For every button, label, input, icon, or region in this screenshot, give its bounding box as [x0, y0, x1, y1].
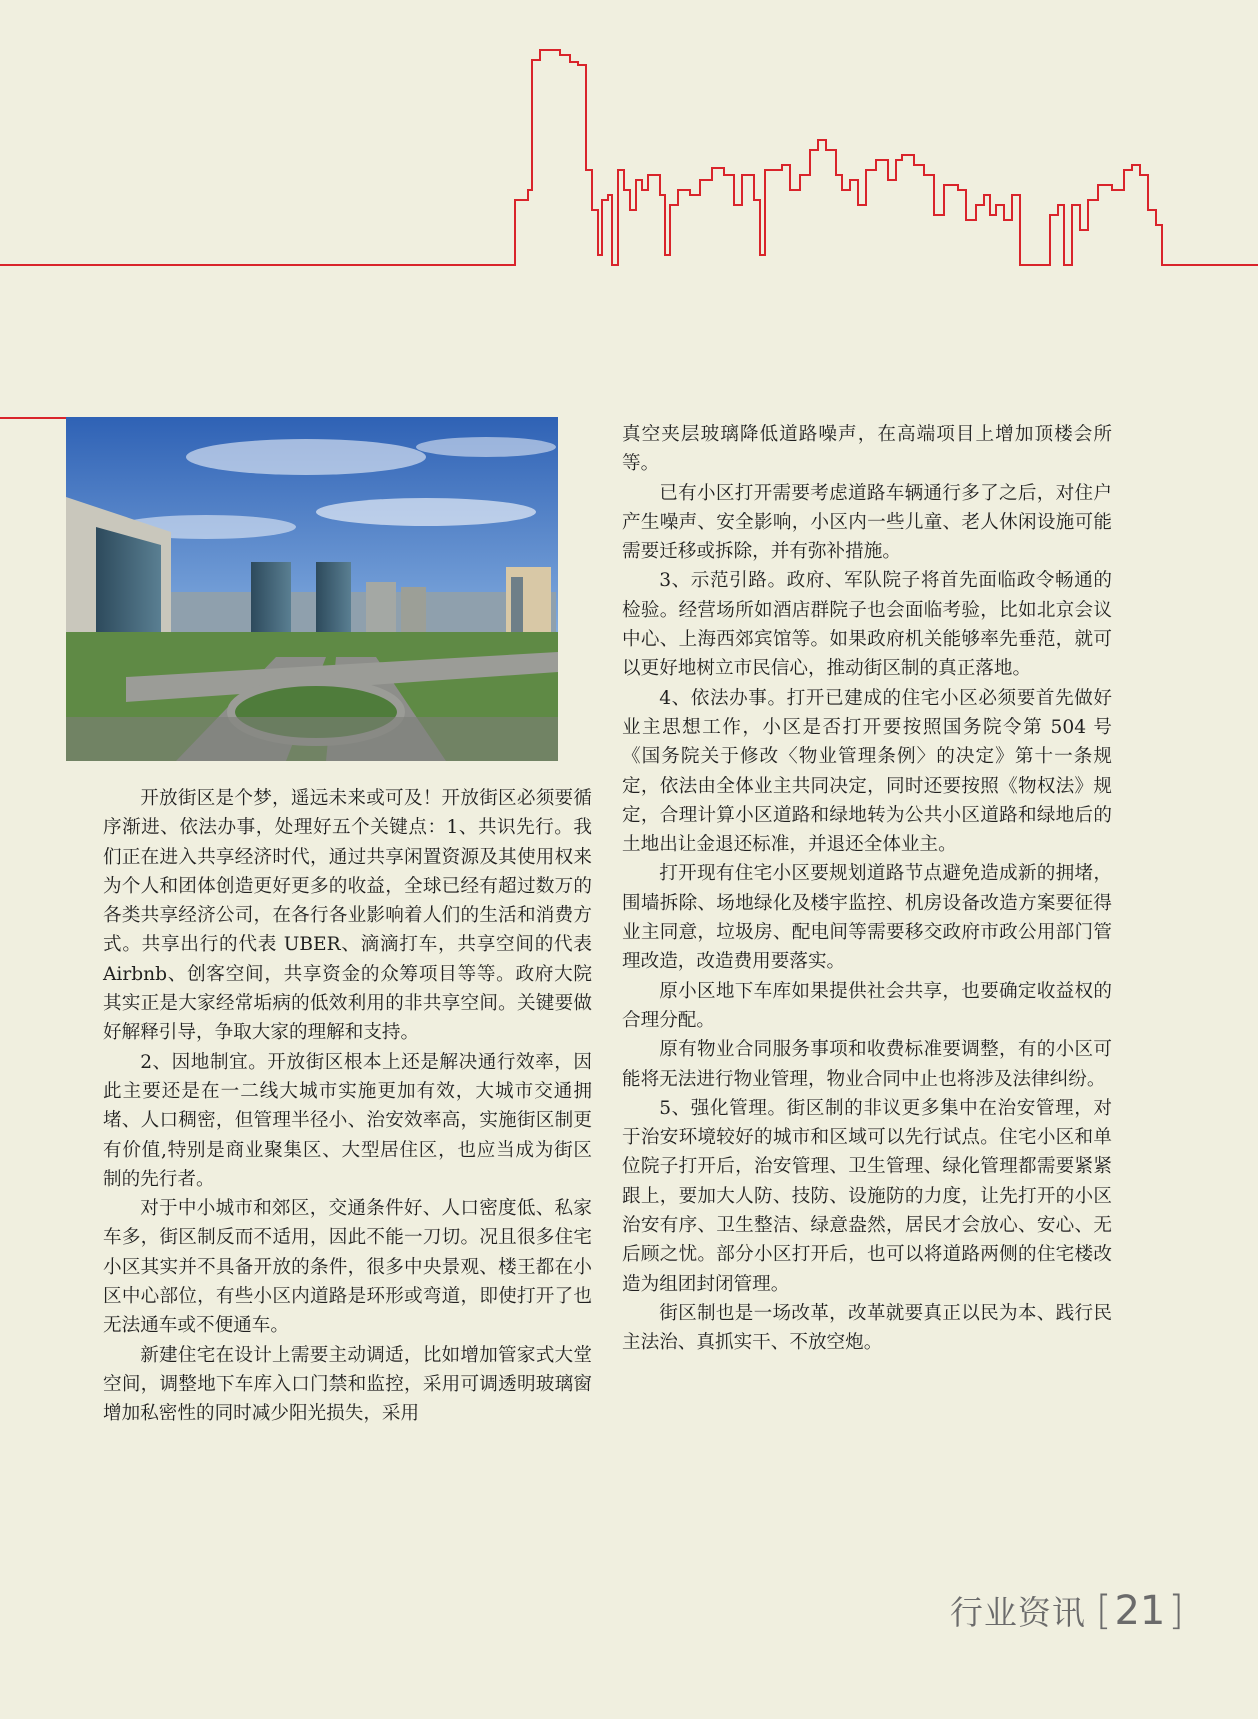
paragraph-continuation: 真空夹层玻璃降低道路噪声，在高端项目上增加顶楼会所等。	[622, 424, 1112, 475]
bracket-left: [	[1095, 1587, 1112, 1634]
paragraph: 街区制也是一场改革，改革就要真正以民为本、践行民主法治、真抓实干、不放空炮。	[622, 1302, 1112, 1354]
paragraph: 已有小区打开需要考虑道路车辆通行多了之后，对住户产生噪声、安全影响，小区内一些儿童、老人休闲设施可能需要迁移或拆除，并有弥补措施。	[622, 482, 1112, 563]
skyline-header-line	[0, 0, 1258, 300]
paragraph: 4、依法办事。打开已建成的住宅小区必须要首先做好业主思想工作，小区是否打开要按照国务院令第 504 号《国务院关于修改〈物业管理条例〉的决定》第十一条规定，依法由全体业主共同决定，同时还要按照《物权法》规定，合理计算小区道路和绿地转为公共小区道路和绿地后的土地出让金退还标准，并退还全体业主。	[622, 687, 1112, 856]
paragraph: 新建住宅在设计上需要主动调适，比如增加管家式大堂空间，调整地下车库入口门禁和监控，采用可调透明玻璃窗增加私密性的同时减少阳光损失，采用	[103, 1344, 592, 1425]
right-text-column	[622, 420, 1112, 1358]
paragraph: 5、强化管理。街区制的非议更多集中在治安管理，对于治安环境较好的城市和区域可以先行试点。住宅小区和单位院子打开后，治安管理、卫生管理、绿化管理都需要紧紧跟上，要加大人防、技防、设施防的力度，让先打开的小区治安有序、卫生整洁、绿意盎然，居民才会放心、安心、无后顾之忧。部分小区打开后，也可以将道路两侧的住宅楼改造为组团封闭管理。	[622, 1097, 1112, 1295]
page-footer	[950, 1587, 1184, 1634]
paragraph: 2、因地制宜。开放街区根本上还是解决通行效率，因此主要还是在一二线大城市实施更加有效，大城市交通拥堵、人口稠密，但管理半径小、治安效率高，实施街区制更有价值,特别是商业聚集区、大型居住区，也应当成为街区制的先行者。	[103, 1051, 592, 1190]
paragraph: 3、示范引路。政府、军队院子将首先面临政令畅通的检验。经营场所如酒店群院子也会面临考验，比如北京会议中心、上海西郊宾馆等。如果政府机关能够率先垂范，就可以更好地树立市民信心，推动街区制的真正落地。	[622, 570, 1112, 680]
page-number: 21	[1114, 1587, 1166, 1634]
paragraph: 打开现有住宅小区要规划道路节点避免造成新的拥堵，围墙拆除、场地绿化及楼宇监控、机房设备改造方案要征得业主同意，垃圾房、配电间等需要移交政府市政公用部门管理改造，改造费用要落实。	[622, 863, 1112, 973]
section-title: 行业资讯	[949, 1593, 1086, 1632]
photo-accent-line	[0, 417, 66, 419]
bracket-right: ]	[1168, 1587, 1184, 1634]
city-interchange-photo	[66, 417, 558, 761]
paragraph: 原小区地下车库如果提供社会共享，也要确定收益权的合理分配。	[622, 980, 1112, 1031]
paragraph: 对于中小城市和郊区，交通条件好、人口密度低、私家车多，街区制反而不适用，因此不能一刀切。况且很多住宅小区其实并不具备开放的条件，很多中央景观、楼王都在小区中心部位，有些小区内道路是环形或弯道，即使打开了也无法通车或不便通车。	[103, 1198, 592, 1337]
left-text-column	[103, 784, 592, 1429]
paragraph: 原有物业合同服务事项和收费标准要调整，有的小区可能将无法进行物业管理，物业合同中止也将涉及法律纠纷。	[622, 1039, 1112, 1090]
paragraph: 开放街区是个梦，遥远未来或可及！开放街区必须要循序渐进、依法办事，处理好五个关键点：1、共识先行。我们正在进入共享经济时代，通过共享闲置资源及其使用权来为个人和团体创造更好更多的收益，全球已经有超过数万的各类共享经济公司，在各行各业影响着人们的生活和消费方式。共享出行的代表 UBER、滴滴打车，共享空间的代表 Airbnb、创客空间，共享资金的众筹项目等等。政府大院其实正是大家经常垢病的低效利用的非共享空间。关键要做好解释引导，争取大家的理解和支持。	[103, 788, 592, 1044]
